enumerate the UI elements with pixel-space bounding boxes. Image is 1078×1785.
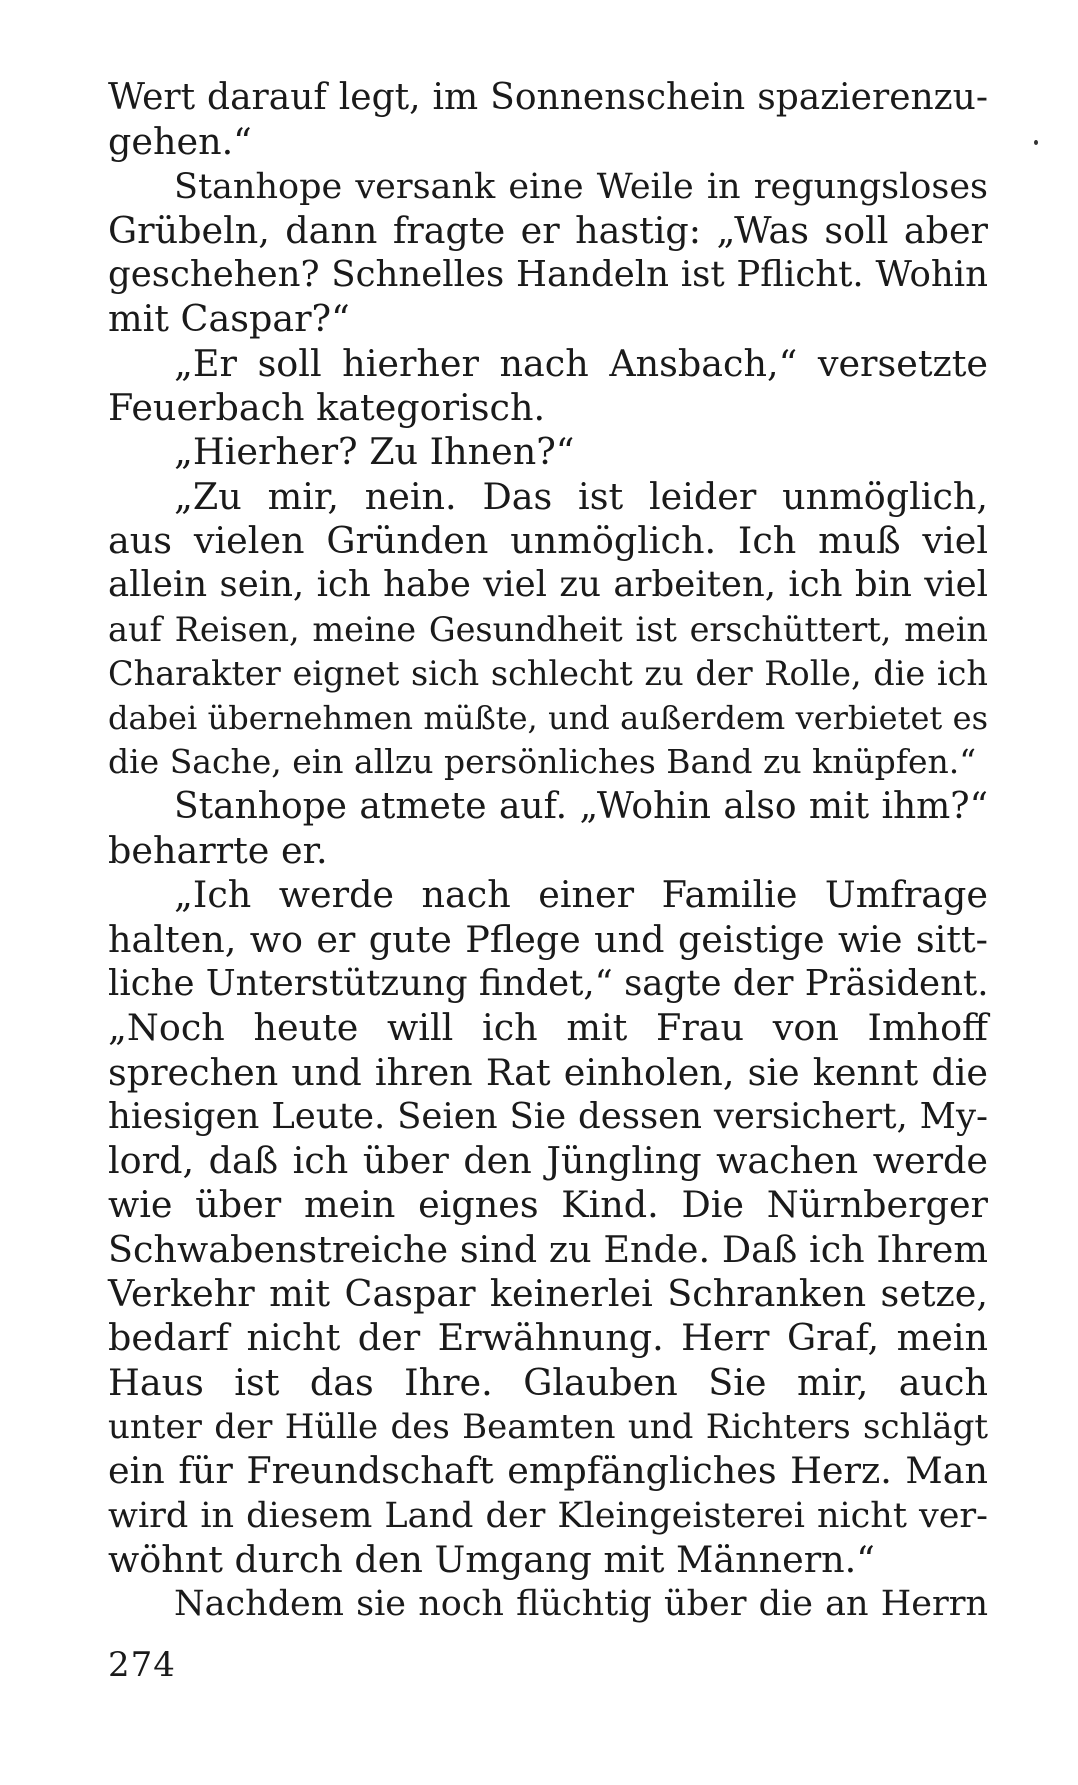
- text-line: Haus ist das Ihre. Glauben Sie mir, auch: [108, 1360, 988, 1404]
- text-line: „Hierher? Zu Ihnen?“: [174, 430, 575, 474]
- text-line: geschehen? Schnelles Handeln ist Pflicht. Wohin: [108, 254, 988, 296]
- text-line: „Ich werde nach einer Familie Umfrage: [174, 873, 988, 917]
- text-line: bedarf nicht der Erwähnung. Herr Graf, mein: [108, 1316, 988, 1360]
- text-line: lord, daß ich über den Jüngling wachen werde: [108, 1139, 988, 1183]
- text-line: dabei übernehmen müßte, und außerdem verbietet es: [108, 699, 988, 738]
- text-line: sprechen und ihren Rat einholen, sie kennt die: [108, 1050, 988, 1094]
- text-line: halten, wo er gute Pflege und geistige wie sitt-: [108, 917, 988, 961]
- text-line: mit Caspar?“: [108, 297, 350, 341]
- text-line: die Sache, ein allzu persönliches Band zu knüpfen.“: [108, 742, 977, 782]
- text-line: gehen.“: [108, 120, 252, 164]
- text-line: Grübeln, dann fragte er hastig: „Was soll aber: [108, 208, 988, 252]
- text-line: Charakter eignet sich schlecht zu der Rolle, die ich: [108, 653, 988, 693]
- paper-speck: [1034, 140, 1038, 145]
- text-line: „Noch heute will ich mit Frau von Imhoff: [108, 1006, 988, 1050]
- text-line: „Zu mir, nein. Das ist leider unmöglich,: [174, 474, 988, 518]
- text-line: unter der Hülle des Beamten und Richters schlägt: [108, 1406, 988, 1447]
- text-block: [108, 76, 988, 1626]
- text-line: beharrte er.: [108, 829, 328, 873]
- text-line: liche Unterstützung findet,“ sagte der Präsident.: [108, 962, 989, 1004]
- text-line: ein für Freundschaft empfängliches Herz. Man: [108, 1449, 988, 1493]
- page-number: 274: [108, 1645, 176, 1685]
- text-line: wie über mein eignes Kind. Die Nürnberger: [108, 1183, 988, 1227]
- text-line: wird in diesem Land der Kleingeisterei nicht ver-: [108, 1495, 988, 1536]
- text-line: aus vielen Gründen unmöglich. Ich muß viel: [108, 518, 988, 562]
- text-line: Stanhope atmete auf. „Wohin also mit ihm?“: [174, 785, 988, 827]
- text-line: auf Reisen, meine Gesundheit ist erschüttert, mein: [108, 609, 988, 649]
- text-line: Feuerbach kategorisch.: [108, 386, 546, 430]
- text-line: Schwabenstreiche sind zu Ende. Daß ich Ihrem: [108, 1227, 988, 1271]
- text-line: hiesigen Leute. Seien Sie dessen versichert, My-: [108, 1095, 988, 1137]
- text-line: allein sein, ich habe viel zu arbeiten, ich bin viel: [108, 564, 988, 606]
- text-line: Wert darauf legt, im Sonnenschein spazierenzu-: [108, 77, 988, 118]
- text-line: Stanhope versank eine Weile in regungsloses: [174, 166, 988, 207]
- text-line: Verkehr mit Caspar keinerlei Schranken setze,: [108, 1272, 988, 1316]
- text-line: wöhnt durch den Umgang mit Männern.“: [108, 1537, 875, 1581]
- text-line: „Er soll hierher nach Ansbach,“ versetzte: [174, 341, 988, 385]
- text-line: Nachdem sie noch flüchtig über die an Herrn: [174, 1584, 988, 1625]
